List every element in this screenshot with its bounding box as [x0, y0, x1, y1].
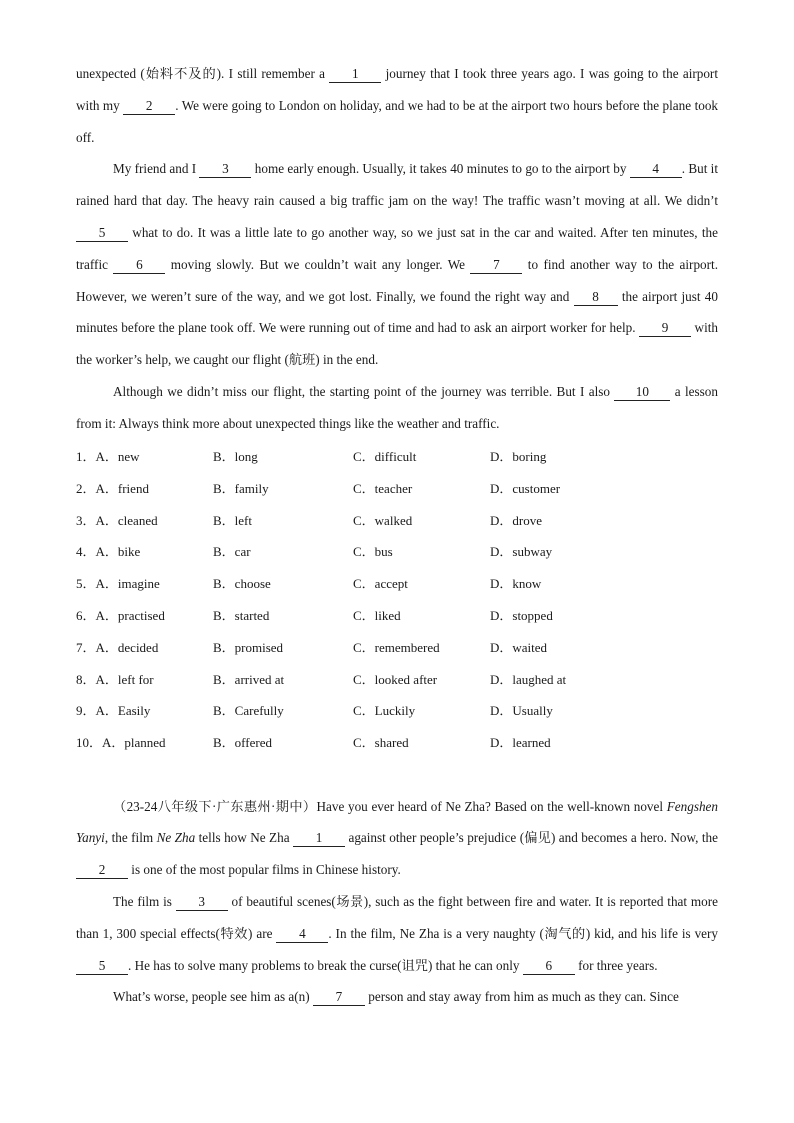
blank-4[interactable]: 4: [630, 161, 682, 178]
option-row-2: [76, 471, 718, 503]
blank-1[interactable]: 1: [293, 830, 345, 847]
option-c[interactable]: C．remembered: [353, 639, 440, 655]
option-b[interactable]: B．family: [213, 480, 269, 496]
blank-6[interactable]: 6: [523, 958, 575, 975]
option-row-7: [76, 630, 718, 662]
blank-2[interactable]: 2: [76, 862, 128, 879]
option-d[interactable]: D．drove: [490, 512, 542, 528]
option-d[interactable]: D．customer: [490, 480, 561, 496]
option-d[interactable]: D．subway: [490, 544, 553, 560]
passage2-paragraph-1: The film is 3 of beautiful scenes(场景), such as the fight between fire and water. It is reported that more than 1, 300 special effects(特效) are 4 . In the film, Ne Zha is a very naughty (淘气的) kid, and his life is very 5 . He has to solve many problems to break the curse(诅咒) that he can only 6 for three years.: [76, 893, 718, 973]
option-b[interactable]: B．promised: [213, 639, 284, 655]
option-row-8: [76, 662, 718, 694]
option-a[interactable]: 9．A．Easily: [76, 703, 151, 719]
passage1-paragraph-2: Although we didn’t miss our flight, the starting point of the journey was terrible. But I also 10 a lesson from it: Always think more about unexpected things like the weather and traffic.: [76, 383, 718, 431]
option-row-3: [76, 503, 718, 535]
blank-9[interactable]: 9: [639, 320, 691, 337]
blank-3[interactable]: 3: [199, 161, 251, 178]
option-a[interactable]: 3．A．cleaned: [76, 512, 158, 528]
film-title: Ne Zha: [156, 830, 196, 846]
document-page: [76, 58, 718, 1013]
option-row-6: [76, 599, 718, 631]
option-b[interactable]: B．started: [213, 607, 270, 623]
option-a[interactable]: 4．A．bike: [76, 544, 141, 560]
blank-8[interactable]: 8: [574, 289, 618, 306]
option-c[interactable]: C．accept: [353, 576, 408, 592]
option-b[interactable]: B．car: [213, 544, 251, 560]
blank-10[interactable]: 10: [614, 384, 670, 401]
option-d[interactable]: D．boring: [490, 448, 547, 464]
passage1-paragraph-1: My friend and I 3 home early enough. Usually, it takes 40 minutes to go to the airport by 4 . But it rained hard that day. The heavy rain caused a big traffic jam on the way! The traffic wasn’t moving at all. We didn’t 5 what to do. It was a little late to go another way, so we just sat in the car and waited. After ten minutes, the traffic 6 moving slowly. But we couldn’t wait any longer. We 7 to find another way to the airport. However, we weren’t sure of the way, and we got lost. Finally, we found the right way and 8 the airport just 40 minutes before the plane took off. We were running out of time and had to ask an airport worker for help. 9 with the worker’s help, we caught our flight (航班) in the end.: [76, 161, 718, 368]
blank-5[interactable]: 5: [76, 958, 128, 975]
option-d[interactable]: D．learned: [490, 735, 551, 751]
option-a[interactable]: 7．A．decided: [76, 639, 159, 655]
passage2-paragraph-0: （23-24八年级下·广东惠州·期中）Have you ever heard of Ne Zha? Based on the well-known novel Fengshen Yanyi, the film Ne Zha tells how Ne Zha 1 against other people’s prejudice (偏见) and becomes a hero. Now, the 2 is one of the most popular films in Chinese history.: [76, 798, 718, 878]
passage2-paragraph-2: What’s worse, people see him as a(n) 7 person and stay away from him as much as they can. Since: [113, 989, 679, 1005]
blank-7[interactable]: 7: [313, 989, 365, 1006]
option-b[interactable]: B．left: [213, 512, 252, 528]
option-c[interactable]: C．shared: [353, 735, 409, 751]
blank-7[interactable]: 7: [470, 257, 522, 274]
option-d[interactable]: D．Usually: [490, 703, 553, 719]
option-b[interactable]: B．long: [213, 448, 258, 464]
option-row-4: [76, 535, 718, 567]
option-b[interactable]: B．arrived at: [213, 671, 285, 687]
option-row-1: [76, 440, 718, 472]
option-row-5: [76, 567, 718, 599]
option-d[interactable]: D．laughed at: [490, 671, 567, 687]
option-d[interactable]: D．stopped: [490, 607, 553, 623]
novel-title: Fengshen Yanyi: [76, 798, 718, 846]
option-c[interactable]: C．Luckily: [353, 703, 416, 719]
option-a[interactable]: 2．A．friend: [76, 480, 149, 496]
option-c[interactable]: C．looked after: [353, 671, 438, 687]
section-gap: [76, 758, 718, 791]
option-row-9: [76, 694, 718, 726]
option-c[interactable]: C．liked: [353, 607, 401, 623]
option-a[interactable]: 10．A．planned: [76, 735, 166, 751]
option-d[interactable]: D．waited: [490, 639, 548, 655]
blank-6[interactable]: 6: [113, 257, 165, 274]
option-c[interactable]: C．teacher: [353, 480, 413, 496]
option-b[interactable]: B．offered: [213, 735, 272, 751]
blank-3[interactable]: 3: [176, 894, 228, 911]
blank-5[interactable]: 5: [76, 225, 128, 242]
passage1-paragraph-0: unexpected (始料不及的). I still remember a 1 journey that I took three years ago. I was going to the airport with my 2 . We were going to London on holiday, and we had to be at the airport two hours before the plane took off.: [76, 66, 719, 145]
options-list: [76, 440, 718, 758]
option-a[interactable]: 6．A．practised: [76, 607, 165, 623]
source-tag: （23-24八年级下·广东惠州·期中）: [113, 798, 317, 814]
option-d[interactable]: D．know: [490, 576, 542, 592]
blank-1[interactable]: 1: [329, 66, 381, 83]
option-b[interactable]: B．Carefully: [213, 703, 284, 719]
option-c[interactable]: C．difficult: [353, 448, 417, 464]
option-a[interactable]: 5．A．imagine: [76, 576, 160, 592]
option-a[interactable]: 1．A．new: [76, 448, 140, 464]
option-b[interactable]: B．choose: [213, 576, 271, 592]
option-row-10: [76, 726, 718, 758]
blank-2[interactable]: 2: [123, 98, 175, 115]
option-c[interactable]: C．bus: [353, 544, 393, 560]
option-a[interactable]: 8．A．left for: [76, 671, 154, 687]
option-c[interactable]: C．walked: [353, 512, 413, 528]
blank-4[interactable]: 4: [276, 926, 328, 943]
